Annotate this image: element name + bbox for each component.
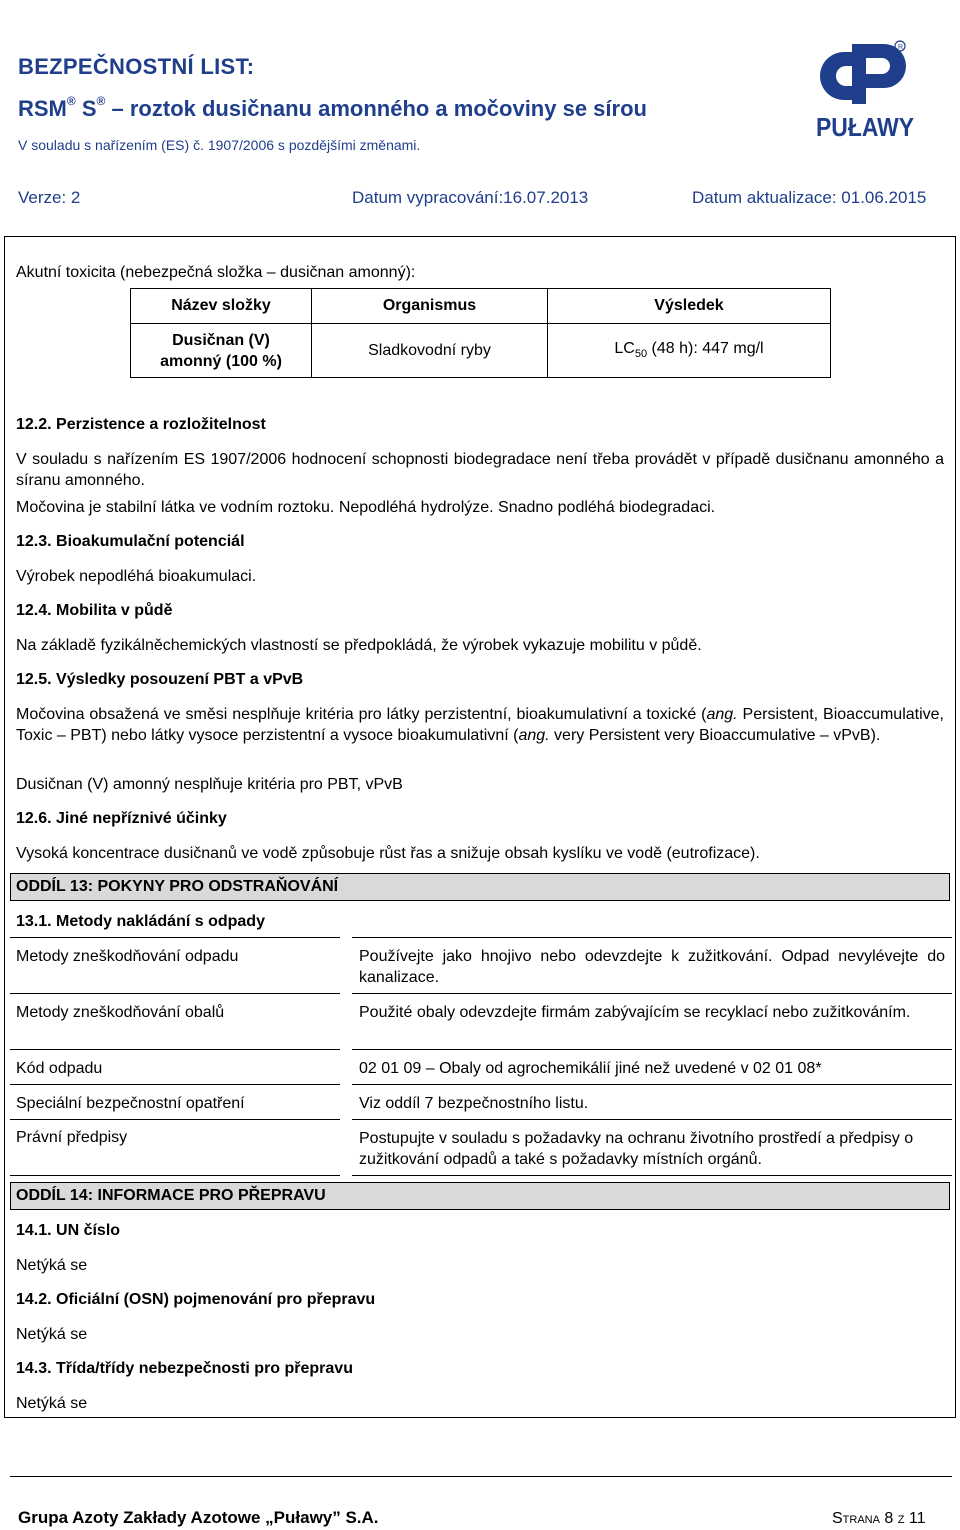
- special-precautions-label: Speciální bezpečnostní opatření: [16, 1095, 245, 1112]
- section-14-header: ODDÍL 14: INFORMACE PRO PŘEPRAVU: [10, 1182, 950, 1210]
- special-precautions-value: Viz oddíl 7 bezpečnostního listu.: [359, 1095, 589, 1112]
- result-cell: $LC_{50}$ (48 h): 447 mg/l: [548, 324, 831, 378]
- waste-code-label: Kód odpadu: [16, 1060, 103, 1077]
- packaging-method-label: Metody zneškodňování obalů: [16, 1004, 225, 1021]
- divider: [352, 937, 952, 938]
- divider: [10, 937, 340, 938]
- footer-company: Grupa Azoty Zakłady Azotowe „Puławy” S.A.: [18, 1508, 379, 1527]
- waste-code-value: 02 01 09 – Obaly od agrochemikálií jiné než uvedené v 02 01 08*: [359, 1060, 822, 1077]
- section-14-1-heading: 14.1. UN číslo: [16, 1222, 121, 1239]
- document-title: BEZPEČNOSTNÍ LIST:: [18, 54, 255, 79]
- section-12-4-heading: 12.4. Mobilita v půdě: [16, 602, 173, 619]
- divider: [10, 1049, 340, 1050]
- component-name: Dusičnan (V) amonný (100 %): [131, 324, 312, 378]
- section-12-6-text: Vysoká koncentrace dusičnanů ve vodě způsobuje růst řas a snižuje obsah kyslíku ve vodě (eutrofizace).: [16, 845, 760, 862]
- page-number: Strana 8 z 11: [832, 1510, 926, 1527]
- company-logo: [812, 38, 920, 150]
- footer-divider: [10, 1476, 952, 1477]
- section-12-6-heading: 12.6. Jiné nepříznivé účinky: [16, 810, 227, 827]
- divider: [352, 1049, 952, 1050]
- section-12-2-text2: Močovina je stabilní látka ve vodním roztoku. Nepodléhá hydrolýze. Snadno podléhá biodegradaci.: [16, 499, 716, 516]
- updated-date: Datum aktualizace: 01.06.2015: [692, 188, 927, 207]
- legal-regulations-label: Právní předpisy: [16, 1129, 128, 1146]
- divider: [10, 1175, 340, 1176]
- waste-method-label: Metody zneškodňování odpadu: [16, 948, 239, 965]
- section-12-4-text: Na základě fyzikálněchemických vlastností se předpokládá, že výrobek vykazuje mobilitu v půdě.: [16, 637, 702, 654]
- section-12-5-text2: Dusičnan (V) amonný nesplňuje kritéria pro PBT, vPvB: [16, 776, 403, 793]
- section-14-2-heading: 14.2. Oficiální (OSN) pojmenování pro přepravu: [16, 1291, 376, 1308]
- organism-cell: Sladkovodní ryby: [312, 324, 548, 378]
- toxicity-table: [130, 288, 831, 378]
- section-12-2-text: V souladu s nařízením ES 1907/2006 hodnocení schopnosti biodegradace není třeba provádět v případě dusičnanu amonného a síranu amonného.: [16, 451, 944, 489]
- divider: [10, 1084, 340, 1085]
- pulawy-logo-icon: [812, 38, 920, 150]
- section-12-3-heading: 12.3. Bioakumulační potenciál: [16, 533, 245, 550]
- divider: [352, 993, 952, 994]
- section-12-5-heading: 12.5. Výsledky posouzení PBT a vPvB: [16, 671, 304, 688]
- svg-text:R: R: [898, 44, 904, 51]
- svg-text:PUŁAWY: PUŁAWY: [816, 112, 914, 142]
- legal-regulations-value: Postupujte v souladu s požadavky na ochranu životního prostředí a předpisy o zužitkování odpadů a také s požadavky místních orgánů.: [359, 1130, 914, 1168]
- divider: [352, 1084, 952, 1085]
- packaging-method-value: Použité obaly odevzdejte firmám zabývajícím se recyklací nebo zužitkováním.: [359, 1004, 911, 1021]
- product-name: RSM® S® – roztok dusičnanu amonného a močoviny se sírou: [18, 94, 647, 121]
- divider: [10, 1119, 340, 1120]
- section-14-3-value: Netýká se: [16, 1395, 88, 1412]
- section-12-3-text: Výrobek nepodléhá bioakumulaci.: [16, 568, 257, 585]
- divider: [352, 1175, 952, 1176]
- divider: [352, 1119, 952, 1120]
- header-organism: Organismus: [312, 289, 548, 324]
- table-header-row: [131, 289, 831, 324]
- prepared-date: Datum vypracování:16.07.2013: [352, 188, 589, 207]
- version-label: Verze: 2: [18, 188, 81, 207]
- waste-method-value: Používejte jako hnojivo nebo odevzdejte k zužitkování. Odpad nevylévejte do kanalizace.: [359, 948, 945, 986]
- section-12-5-text: Močovina obsažená ve směsi nesplňuje kritéria pro látky perzistentní, bioakumulativní a toxické (ang. Persistent, Bioaccumulative, Toxic – PBT) nebo látky vysoce perzistentní a vysoce bioakumulativní (ang. very Persistent very Bioaccumulative – vPvB).: [16, 706, 944, 744]
- section-14-3-heading: 14.3. Třída/třídy nebezpečnosti pro přepravu: [16, 1360, 353, 1377]
- header-component: Název složky: [131, 289, 312, 324]
- section-14-2-value: Netýká se: [16, 1326, 88, 1343]
- section-12-2-heading: 12.2. Perzistence a rozložitelnost: [16, 416, 266, 433]
- toxicity-intro: Akutní toxicita (nebezpečná složka – dusičnan amonný):: [16, 264, 416, 281]
- section-13-header: ODDÍL 13: POKYNY PRO ODSTRAŇOVÁNÍ: [10, 873, 950, 901]
- section-13-1-heading: 13.1. Metody nakládání s odpady: [16, 913, 265, 930]
- section-14-1-value: Netýká se: [16, 1257, 88, 1274]
- divider: [10, 993, 340, 994]
- table-row: [131, 324, 831, 378]
- regulation-note: V souladu s nařízením (ES) č. 1907/2006 s pozdějšími změnami.: [18, 137, 421, 153]
- header-result: Výsledek: [548, 289, 831, 324]
